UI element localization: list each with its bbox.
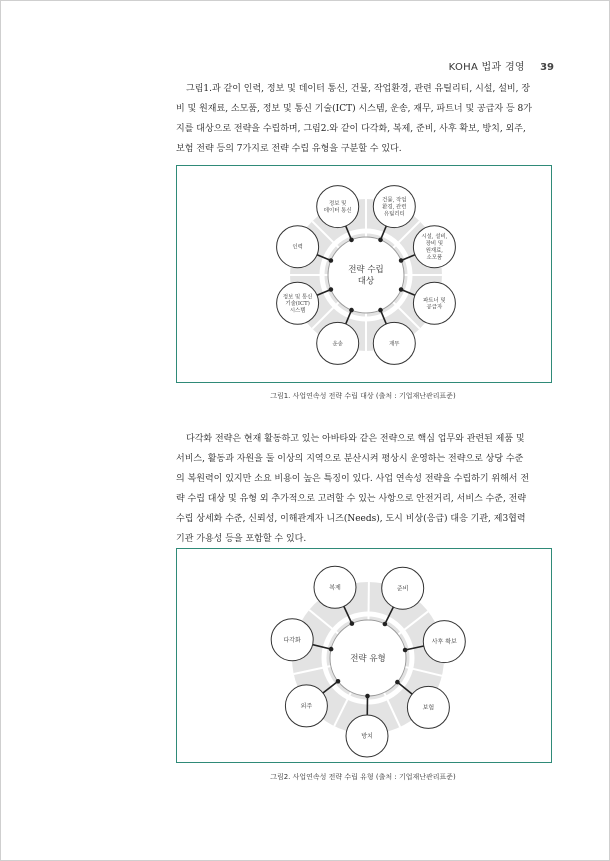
figure-2-caption: 그림2. 사업연속성 전략 수립 유형 (출처 : 기업재난관리표준) bbox=[270, 773, 456, 781]
connector-dot bbox=[329, 258, 334, 263]
paragraph-line: 보험 전략 등의 7가지로 전략 수립 유형을 구분할 수 있다. bbox=[176, 144, 402, 154]
figure-1 bbox=[176, 165, 552, 383]
node-label: 시설, 설비, 장비 및 원재료, 소모품 bbox=[421, 234, 448, 261]
center-label: 전략 유형 bbox=[350, 654, 386, 664]
connector-dot bbox=[329, 647, 334, 652]
node-label: 정보 및 데이터 통신 bbox=[323, 201, 352, 214]
node-label: 보험 bbox=[422, 704, 435, 712]
connector-dot bbox=[349, 238, 354, 243]
page-header bbox=[449, 58, 554, 73]
node-label: 운송 bbox=[332, 341, 343, 348]
connector-dot bbox=[336, 679, 341, 684]
connector-dot bbox=[378, 238, 383, 243]
paragraph-line: 수립 상세화 수준, 신뢰성, 이해관계자 니즈(Needs), 도시 비상(응급) 대응 기관, 제3협력 bbox=[176, 514, 526, 524]
connector-dot bbox=[329, 287, 334, 292]
node-label: 인력 bbox=[292, 244, 303, 251]
paragraph-line: 기관 가용성 등을 포함할 수 있다. bbox=[176, 534, 307, 544]
node-label: 재무 bbox=[389, 341, 400, 348]
paragraph-line: 략 수립 대상 및 유형 외 추가적으로 고려할 수 있는 사항으로 안전거리, 서비스 수준, 전략 bbox=[176, 494, 527, 504]
paragraph-2 bbox=[176, 429, 552, 549]
connector-dot bbox=[399, 258, 404, 263]
connector-dot bbox=[395, 680, 400, 685]
paragraph-line: 그림1.과 같이 인력, 정보 및 데이터 통신, 건물, 작업환경, 관련 유틸리티, 시설, 설비, 장 bbox=[186, 84, 531, 94]
connector-dot bbox=[383, 622, 388, 627]
connector-dot bbox=[399, 287, 404, 292]
paragraph-line: 의 복원력이 있지만 소요 비용이 높은 특징이 있다. 사업 연속성 전략을 수립하기 위해서 전 bbox=[176, 474, 530, 484]
header-brand: KOHA 법과 경영 bbox=[448, 62, 525, 73]
paragraph-line: 지를 대상으로 전략을 수립하며, 그림2.와 같이 다각화, 복제, 준비, 사후 확보, 방치, 외주, bbox=[176, 124, 526, 134]
paragraph-line: 다각화 전략은 현재 활동하고 있는 아바타와 같은 전략으로 핵심 업무와 관련된 제품 및 bbox=[186, 434, 525, 444]
paragraph-line: 서비스, 활동과 자원을 둘 이상의 지역으로 분산시켜 평상시 운영하는 전략으로 상당 수준 bbox=[176, 454, 524, 464]
node-label: 다각화 bbox=[283, 636, 301, 644]
page-number: 39 bbox=[540, 62, 554, 73]
node-label: 방치 bbox=[361, 733, 373, 741]
node-label: 정보 및 통신 기술(ICT) 시스템 bbox=[282, 294, 313, 315]
connector-dot bbox=[365, 694, 370, 699]
node-label: 외주 bbox=[300, 703, 313, 710]
node-label: 파트너 및 공급자 bbox=[423, 297, 446, 311]
figure-1-diagram bbox=[177, 166, 551, 382]
node-label: 준비 bbox=[396, 585, 409, 593]
paragraph-line: 비 및 원재료, 소모품, 정보 및 통신 기술(ICT) 시스템, 운송, 재무, 파트너 및 공급자 등 8가 bbox=[176, 104, 532, 114]
connector-dot bbox=[378, 308, 383, 313]
connector-dot bbox=[403, 648, 408, 653]
center-label: 전략 수립 대상 bbox=[348, 265, 384, 287]
node-label: 건물, 작업 환경, 관련 유틸리티 bbox=[382, 197, 407, 218]
figure-2 bbox=[176, 548, 552, 763]
paragraph-1 bbox=[176, 79, 552, 159]
figure-2-diagram bbox=[177, 549, 551, 762]
figure-1-caption: 그림1. 사업연속성 전략 수립 대상 (출처 : 기업재난관리표준) bbox=[270, 392, 456, 400]
connector-dot bbox=[349, 308, 354, 313]
node-label: 복제 bbox=[329, 584, 341, 592]
connector-dot bbox=[350, 621, 355, 626]
node-label: 사후 확보 bbox=[431, 638, 457, 646]
